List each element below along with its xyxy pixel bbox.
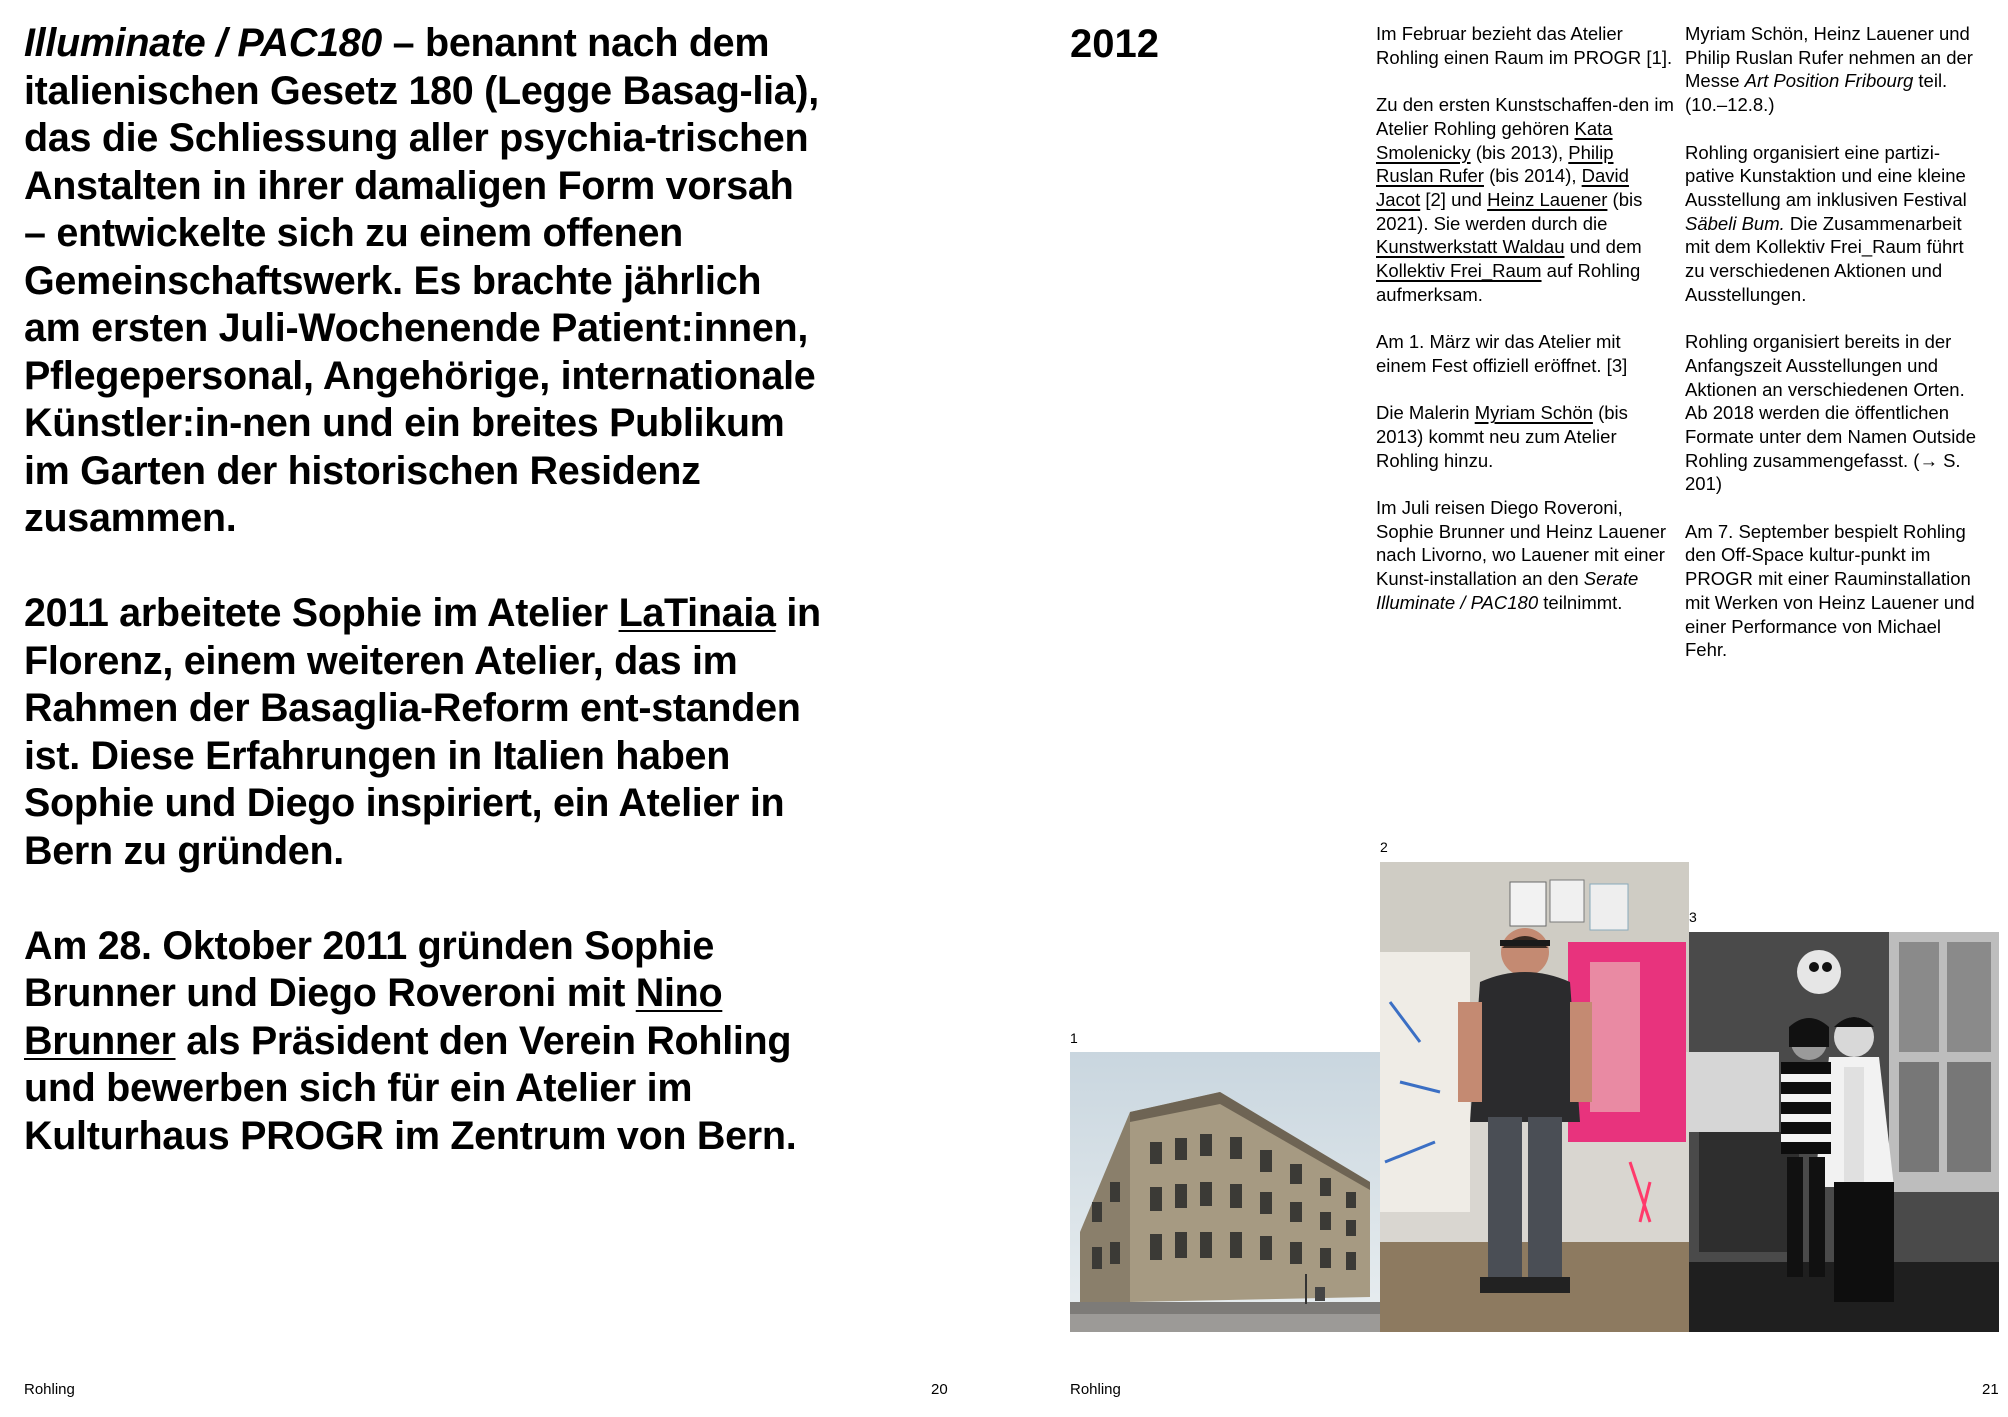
nino-brunner-link[interactable]: Nino Brunner bbox=[24, 971, 723, 1063]
artists-intro-text: Zu den ersten Kunstschaffen-den im Atelier Rohling gehören bbox=[1376, 94, 1674, 139]
kollektiv-frei-raum-link[interactable]: Kollektiv Frei_Raum bbox=[1376, 260, 1542, 282]
text-segment: (bis 2013) kommt neu zum Atelier Rohling hinzu. bbox=[1376, 402, 1628, 471]
photo-david-jacot bbox=[1380, 862, 1689, 1332]
text-segment: (bis 2014), bbox=[1483, 165, 1582, 187]
latinaia-text-before: 2011 arbeitete Sophie im Atelier bbox=[24, 591, 619, 635]
column-2-paragraph-2 bbox=[1685, 141, 1985, 307]
philip-ruslan-rufer-link[interactable]: Philip Ruslan Rufer bbox=[1376, 141, 1614, 187]
text-segment: Im Juli reisen Diego Roveroni, Sophie Brunner und Heinz Lauener nach Livorno, wo Lauener mit einer Kunst-installation an den bbox=[1376, 497, 1667, 590]
intro-paragraph bbox=[24, 20, 824, 543]
year-heading: 2012 bbox=[1070, 22, 1159, 66]
left-page bbox=[0, 0, 1000, 1417]
heinz-lauener-link[interactable]: Heinz Lauener bbox=[1487, 188, 1608, 210]
figure-3-number: 3 bbox=[1689, 909, 1697, 925]
text-segment: auf Rohling aufmerksam. bbox=[1376, 260, 1641, 305]
text-segment: und dem bbox=[1564, 236, 1642, 258]
column-2-paragraph-1 bbox=[1685, 22, 1985, 117]
left-body-text bbox=[24, 20, 824, 1208]
text-segment: Die Zusammenarbeit mit dem Kollektiv Frei_Raum führt zu verschiedenen Aktionen und Ausstellungen. bbox=[1685, 212, 1964, 305]
right-page-number: 21 bbox=[1982, 1381, 1999, 1398]
latinaia-paragraph bbox=[24, 590, 824, 875]
left-page-number: 20 bbox=[931, 1381, 948, 1398]
text-segment: (bis 2013), bbox=[1470, 141, 1569, 163]
photo-progr-building bbox=[1070, 1052, 1380, 1332]
text-segment: Myriam Schön, Heinz Lauener und Philip Ruslan Rufer nehmen an der Messe bbox=[1685, 23, 1973, 92]
photo-opening-party bbox=[1689, 932, 1999, 1332]
kata-smolenicky-link[interactable]: Kata Smolenicky bbox=[1376, 117, 1613, 163]
kunstwerkstatt-waldau-link[interactable]: Kunstwerkstatt Waldau bbox=[1376, 236, 1565, 258]
figure-2-number: 2 bbox=[1380, 839, 1388, 855]
text-segment: [2] und bbox=[1420, 188, 1488, 210]
text-segment: (bis 2021). Sie werden durch die bbox=[1376, 188, 1643, 234]
david-jacot-link[interactable]: David Jacot bbox=[1376, 165, 1629, 210]
latinaia-text-after: in Florenz, einem weiteren Atelier, das im Rahmen der Basaglia-Reform ent-standen ist. Diese Erfahrungen in Italien haben Sophie und Diego inspiriert, ein Atelier in Bern zu gründen. bbox=[24, 591, 821, 873]
column-2-paragraph-3: Rohling organisiert bereits in der Anfangszeit Ausstellungen und Aktionen an verschiedenen Orten. Ab 2018 werden die öffentlichen Formate unter dem Namen Outside Rohling zusammengefasst. (→ S. 201) bbox=[1685, 331, 1976, 495]
column-1-paragraph-2 bbox=[1376, 93, 1676, 306]
building-illustration bbox=[1070, 1052, 1380, 1332]
text-column-2 bbox=[1685, 22, 1985, 686]
intro-paragraph-text: – benannt nach dem italienischen Gesetz 180 (Legge Basag-lia), das die Schliessung aller psychia-trischen Anstalten in ihrer damaligen Form vorsah – entwickelte sich zu einem offenen Gemeinschaftswerk. Es brachte jährlich am ersten Juli-Wochenende Patient:innen, Pflegepersonal, Angehörige, internationale Künstler:in-nen und ein breites Publikum im Garten der historischen Residenz zusammen. bbox=[24, 21, 819, 540]
italic-event-title: Serate Illuminate / PAC180 bbox=[1376, 568, 1639, 613]
intro-italic-title: Illuminate / PAC180 bbox=[24, 21, 382, 65]
column-1-paragraph-5 bbox=[1376, 496, 1676, 615]
myriam-schoen-link[interactable]: Myriam Schön bbox=[1474, 402, 1593, 424]
text-segment: Rohling organisiert eine partizi-pative Kunstaktion und eine kleine Ausstellung am inklusiven Festival bbox=[1685, 141, 1967, 210]
italic-festival-title: Säbeli Bum. bbox=[1685, 212, 1785, 234]
right-page bbox=[1004, 0, 2008, 1417]
text-segment: Die Malerin bbox=[1376, 402, 1475, 424]
text-column-1 bbox=[1376, 22, 1676, 638]
column-2-paragraph-4: Am 7. September bespielt Rohling den Off-Space kultur-punkt im PROGR mit einer Rauminstallation mit Werken von Heinz Lauener und einer Performance von Michael Fehr. bbox=[1685, 520, 1975, 661]
left-footer-title: Rohling bbox=[24, 1381, 75, 1398]
figure-1-number: 1 bbox=[1070, 1030, 1078, 1046]
latinaia-link[interactable]: LaTinaia bbox=[618, 591, 776, 635]
party-illustration bbox=[1689, 932, 1999, 1332]
right-footer-title: Rohling bbox=[1070, 1381, 1121, 1398]
column-1-paragraph-4 bbox=[1376, 401, 1676, 472]
founding-text-after: als Präsident den Verein Rohling und bewerben sich für ein Atelier im Kulturhaus PROGR im Zentrum von Bern. bbox=[24, 1018, 797, 1158]
founding-paragraph bbox=[24, 923, 824, 1161]
italic-fair-title: Art Position Fribourg bbox=[1744, 70, 1914, 92]
painter-illustration bbox=[1380, 862, 1689, 1332]
text-segment: teil. (10.–12.8.) bbox=[1685, 70, 1948, 116]
text-segment: teilnimmt. bbox=[1538, 591, 1623, 613]
founding-text-before: Am 28. Oktober 2011 gründen Sophie Brunner und Diego Roveroni mit bbox=[24, 923, 715, 1015]
column-1-paragraph-3: Am 1. März wir das Atelier mit einem Fest offiziell eröffnet. [3] bbox=[1376, 331, 1628, 376]
column-1-paragraph-1: Im Februar bezieht das Atelier Rohling einen Raum im PROGR [1]. bbox=[1376, 23, 1673, 68]
